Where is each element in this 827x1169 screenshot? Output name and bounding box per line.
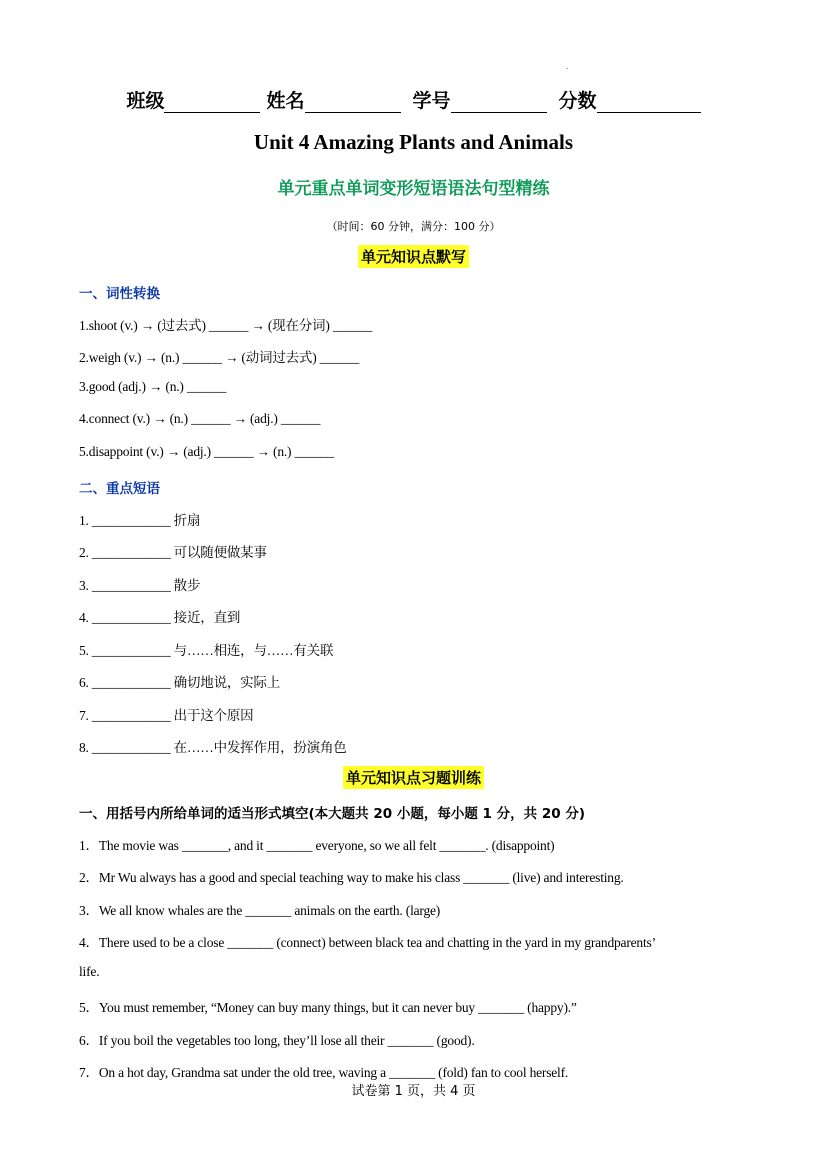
class-label: 班级 (126, 90, 165, 112)
class-blank (164, 92, 260, 113)
phrase-item: 7. ____________ 出于这个原因 (79, 708, 254, 723)
phrase-item: 8. ____________ 在……中发挥作用，扮演角色 (79, 740, 347, 755)
exercise-item: 5．You must remember, “Money can buy many things, but it can never buy _______ (happy).” (79, 1000, 577, 1015)
part2-heading: 单元知识点习题训练 (343, 766, 484, 789)
page-footer: 试卷第 1 页，共 4 页 (351, 1084, 476, 1099)
exercise-item: 7．On a hot day, Grandma sat under the old tree, waving a _______ (fold) fan to cool herself. (79, 1065, 569, 1080)
word-form-item: 2.weigh (v.) → (n.) ______ → (动词过去式) ______ (79, 350, 359, 365)
score-blank (597, 92, 701, 113)
phrase-item: 1. ____________ 折扇 (79, 513, 201, 528)
part1-heading-wrap (0, 245, 827, 268)
score-label: 分数 (558, 90, 597, 112)
phrase-item: 5. ____________ 与……相连，与……有关联 (79, 643, 334, 658)
id-blank (451, 92, 547, 113)
student-info-header (0, 86, 827, 113)
exercise-item: 3．We all know whales are the _______ animals on the earth. (large) (79, 903, 441, 918)
section-word-forms-title: 一、词性转换 (79, 286, 160, 302)
word-form-item: 1.shoot (v.) → (过去式) ______ → (现在分词) ______ (79, 318, 373, 333)
part1-heading: 单元知识点默写 (358, 245, 469, 268)
exercise-item: 1．The movie was _______, and it _______ everyone, so we all felt _______. (disappoint) (79, 838, 555, 853)
word-form-item: 4.connect (v.) → (n.) ______ → (adj.) ______ (79, 411, 321, 426)
exercise-item: 4．There used to be a close _______ (connect) between black tea and chatting in the yard in my grandparents’ (79, 935, 656, 950)
part2-heading-wrap (0, 766, 827, 789)
section-phrases-title: 二、重点短语 (79, 481, 160, 497)
word-form-item: 3.good (adj.) → (n.) ______ (79, 379, 227, 394)
phrase-item: 3. ____________ 散步 (79, 578, 201, 593)
name-label: 姓名 (266, 90, 305, 112)
exercise-item: 6．If you boil the vegetables too long, they’ll lose all their _______ (good). (79, 1033, 475, 1048)
decorative-dot: . (566, 62, 569, 71)
section-fill-blank-title: 一、用括号内所给单词的适当形式填空(本大题共 20 小题，每小题 1 分，共 20 分) (79, 806, 586, 822)
phrase-item: 2. ____________ 可以随便做某事 (79, 545, 267, 560)
id-label: 学号 (412, 90, 451, 112)
phrase-item: 6. ____________ 确切地说，实际上 (79, 675, 281, 690)
page-title: Unit 4 Amazing Plants and Animals (253, 130, 574, 154)
exercise-item: 2．Mr Wu always has a good and special teaching way to make his class _______ (live) and interesting. (79, 870, 624, 885)
name-blank (305, 92, 401, 113)
page-subtitle: 单元重点单词变形短语语法句型精练 (277, 179, 550, 199)
phrase-item: 4. ____________ 接近，直到 (79, 610, 241, 625)
exercise-item-continued: life. (79, 964, 100, 979)
time-info: （时间：60 分钟，满分：100 分） (326, 220, 501, 233)
word-form-item: 5.disappoint (v.) → (adj.) ______ → (n.) ______ (79, 444, 334, 459)
